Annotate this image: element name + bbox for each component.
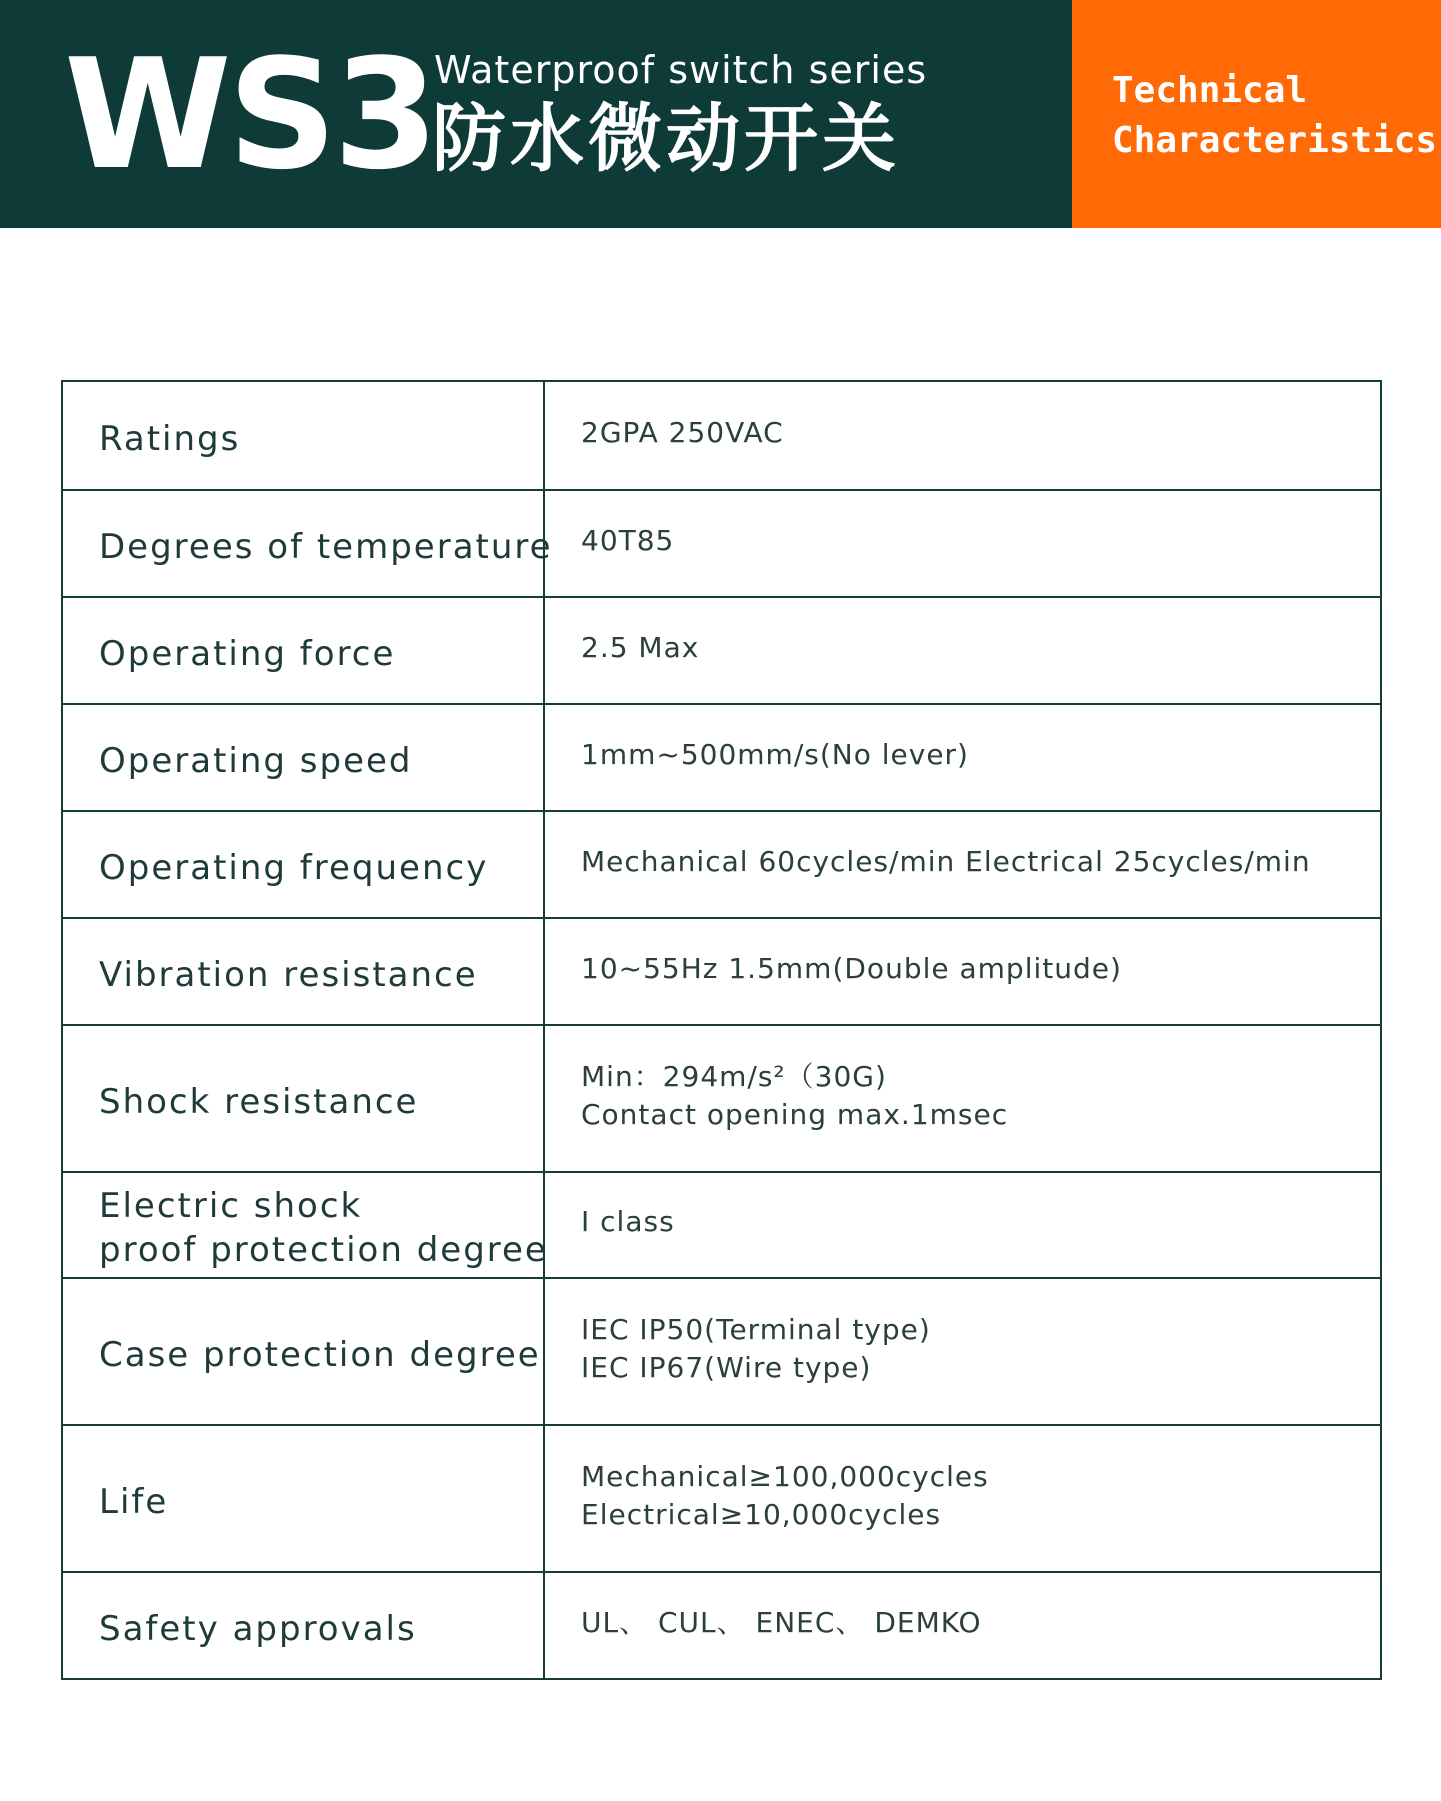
section-title-line1: Technical [1112,70,1308,111]
spec-value-text: Contact opening max.1msec [581,1097,1009,1131]
spec-value [545,1426,1380,1571]
table-row [63,703,1380,810]
spec-label [63,598,545,703]
model-name: WS3 [64,26,435,203]
spec-value [545,1279,1380,1424]
spec-label [63,1426,545,1571]
spec-label [63,705,545,810]
spec-label [63,1573,545,1678]
spec-label-text: Operating frequency [99,847,489,888]
spec-label-text: Operating speed [99,740,413,781]
spec-value-text: 10~55Hz 1.5mm(Double amplitude) [581,951,1122,985]
table-row [63,810,1380,917]
section-title-line2: Characteristics [1112,120,1438,161]
spec-label [63,919,545,1024]
spec-label-text: Degrees of temperature [99,526,553,567]
spec-value-text: UL、 CUL、 ENEC、 DEMKO [581,1605,982,1639]
section-title-panel [1072,0,1441,228]
spec-label-text: proof protection degree [99,1230,548,1270]
spec-value-text: Min：294m/s²（30G) [581,1059,887,1093]
spec-value [545,491,1380,596]
table-row [63,1171,1380,1277]
spec-label-text: Safety approvals [99,1608,417,1649]
spec-value [545,382,1380,489]
series-name-en: Waterproof switch series [434,48,928,92]
spec-value [545,919,1380,1024]
spec-label [63,1026,545,1171]
spec-value-text: IEC IP50(Terminal type) [581,1312,931,1346]
spec-value [545,1173,1380,1277]
spec-value-text: Electrical≥10,000cycles [581,1497,942,1531]
spec-label-text: Vibration resistance [99,954,478,995]
table-row [63,1277,1380,1424]
spec-label-text: Shock resistance [99,1081,419,1122]
header-banner [0,0,1441,228]
table-row [63,382,1380,489]
spec-value [545,598,1380,703]
title-panel [0,0,1072,228]
spec-label-text: Ratings [99,418,241,459]
spec-label [63,1279,545,1424]
section-title [1112,66,1437,166]
table-row [63,1571,1380,1678]
spec-value-text: 2.5 Max [581,630,700,664]
spec-label [63,812,545,917]
spec-value [545,705,1380,810]
spec-value-text: 1mm~500mm/s(No lever) [581,737,969,771]
table-row [63,1424,1380,1571]
spec-label-text: Operating force [99,633,396,674]
spec-value [545,1573,1380,1678]
spec-label [63,1173,548,1277]
table-row [63,489,1380,596]
table-row [63,596,1380,703]
spec-value-text: IEC IP67(Wire type) [581,1350,872,1384]
series-name-cn: 防水微动开关 [432,96,900,182]
spec-value-text: Mechanical≥100,000cycles [581,1459,989,1493]
spec-label-text: Life [99,1481,169,1522]
spec-value [545,1026,1380,1171]
table-row [63,1024,1380,1171]
spec-label [63,382,545,489]
spec-value-text: I class [581,1205,675,1238]
spec-value-text: 2GPA 250VAC [581,415,784,449]
spec-label [63,491,553,596]
spec-table [61,380,1382,1680]
spec-value [545,812,1380,917]
spec-value-text: 40T85 [581,523,675,557]
table-row [63,917,1380,1024]
spec-label-text: Electric shock [99,1186,363,1226]
spec-label-text: Case protection degree [99,1334,541,1375]
spec-value-text: Mechanical 60cycles/min Electrical 25cycles/min [581,844,1311,878]
